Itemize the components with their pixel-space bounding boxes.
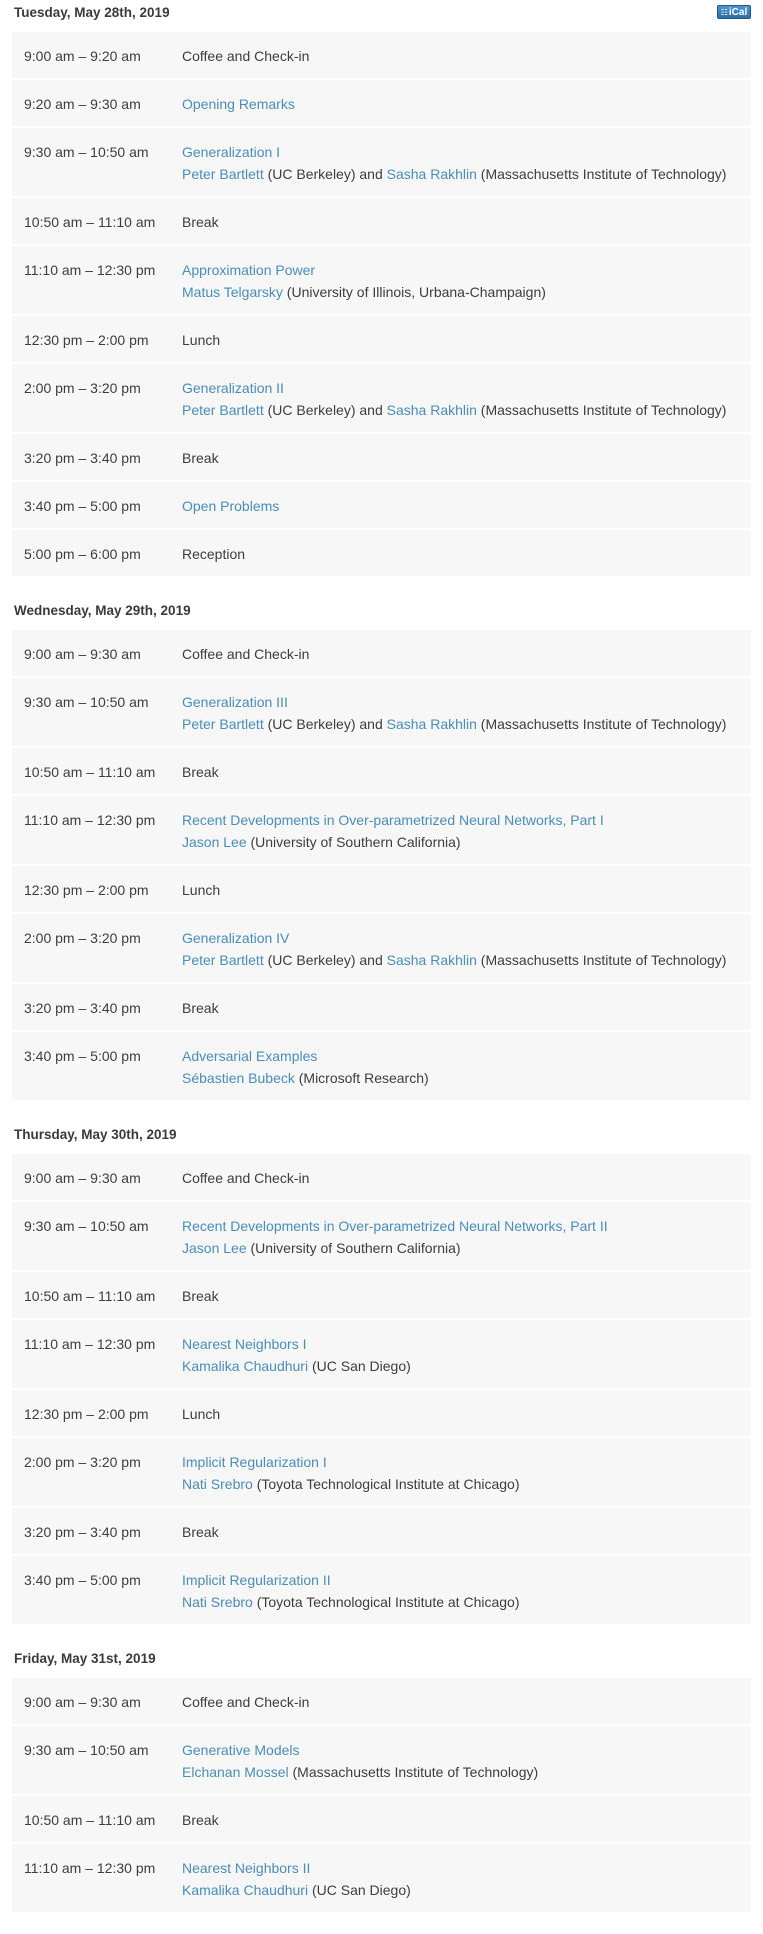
speakers-line	[182, 1355, 751, 1377]
speaker-separator: and	[355, 952, 387, 968]
session-title: Break	[182, 1288, 219, 1304]
session-row	[12, 316, 751, 364]
session-time: 3:40 pm – 5:00 pm	[24, 498, 141, 514]
session-title-line	[182, 495, 751, 517]
session-time: 11:10 am – 12:30 pm	[24, 812, 156, 828]
session-time: 11:10 am – 12:30 pm	[24, 1336, 156, 1352]
speakers-line	[182, 1879, 751, 1901]
speaker-affiliation: (University of Southern California)	[246, 834, 461, 850]
session-content	[182, 691, 751, 735]
session-time: 9:00 am – 9:30 am	[24, 646, 141, 662]
session-title: Break	[182, 1000, 219, 1016]
session-title-line	[182, 879, 751, 901]
day-spacer	[0, 1100, 763, 1122]
session-title-link[interactable]: Generalization IV	[182, 930, 290, 946]
session-row	[12, 1844, 751, 1912]
speaker-affiliation: (Toyota Technological Institute at Chicago)	[252, 1594, 520, 1610]
speaker-affiliation: (UC Berkeley)	[263, 952, 356, 968]
speakers-line	[182, 713, 751, 735]
session-title-line	[182, 1045, 751, 1067]
speaker-name-link[interactable]: Sasha Rakhlin	[386, 166, 477, 182]
session-content	[182, 377, 751, 421]
session-title-line	[182, 543, 751, 565]
session-row	[12, 1508, 751, 1556]
day-schedule	[12, 1678, 751, 1912]
day-spacer	[0, 1624, 763, 1646]
session-title-link[interactable]: Approximation Power	[182, 262, 316, 278]
speaker-affiliation: (UC Berkeley)	[263, 716, 356, 732]
session-row	[12, 434, 751, 482]
speaker-affiliation: (Massachusetts Institute of Technology)	[476, 402, 727, 418]
speakers-line	[182, 281, 751, 303]
speaker-affiliation: (Massachusetts Institute of Technology)	[476, 716, 727, 732]
session-row	[12, 530, 751, 576]
day-schedule	[12, 32, 751, 576]
session-content	[182, 1451, 751, 1495]
session-row	[12, 80, 751, 128]
session-title-line	[182, 1403, 751, 1425]
session-time: 2:00 pm – 3:20 pm	[24, 930, 141, 946]
speaker-name-link[interactable]: Nati Srebro	[182, 1476, 253, 1492]
speakers-line	[182, 1591, 751, 1613]
session-content	[182, 1167, 751, 1189]
session-time: 9:30 am – 10:50 am	[24, 144, 149, 160]
session-title: Lunch	[182, 1406, 221, 1422]
speaker-affiliation: (Massachusetts Institute of Technology)	[476, 952, 727, 968]
session-title: Break	[182, 1812, 219, 1828]
session-content	[182, 495, 751, 517]
day-schedule	[12, 630, 751, 1100]
speakers-line	[182, 949, 751, 971]
speaker-name-link[interactable]: Peter Bartlett	[182, 166, 264, 182]
speaker-affiliation: (UC San Diego)	[308, 1358, 411, 1374]
session-title-line	[182, 1521, 751, 1543]
speaker-name-link[interactable]: Peter Bartlett	[182, 952, 264, 968]
session-row	[12, 1556, 751, 1624]
session-content	[182, 809, 751, 853]
session-row	[12, 796, 751, 866]
day-date: Friday, May 31st, 2019	[14, 1651, 156, 1666]
session-title-link[interactable]: Recent Developments in Over-parametrized Neural Networks, Part II	[182, 1218, 608, 1234]
session-time: 9:30 am – 10:50 am	[24, 1742, 149, 1758]
session-title-line	[182, 1285, 751, 1307]
session-row	[12, 1678, 751, 1726]
session-content	[182, 141, 751, 185]
session-row	[12, 1320, 751, 1390]
session-row	[12, 1796, 751, 1844]
session-title-link[interactable]: Nearest Neighbors II	[182, 1860, 311, 1876]
session-title-link[interactable]: Implicit Regularization I	[182, 1454, 327, 1470]
session-time: 10:50 am – 11:10 am	[24, 764, 156, 780]
ical-label: iCal	[728, 7, 748, 18]
speaker-affiliation: (Massachusetts Institute of Technology)	[476, 166, 727, 182]
session-title: Coffee and Check-in	[182, 48, 310, 64]
session-title: Break	[182, 764, 219, 780]
session-title-line	[182, 447, 751, 469]
session-content	[182, 1857, 751, 1901]
speaker-name-link[interactable]: Peter Bartlett	[182, 716, 264, 732]
session-title: Coffee and Check-in	[182, 1170, 310, 1186]
session-title-link[interactable]: Recent Developments in Over-parametrized Neural Networks, Part I	[182, 812, 604, 828]
speaker-name-link[interactable]: Sasha Rakhlin	[386, 402, 477, 418]
session-title-line	[182, 45, 751, 67]
session-row	[12, 1438, 751, 1508]
speaker-separator: and	[355, 402, 387, 418]
speaker-name-link[interactable]: Sébastien Bubeck	[182, 1070, 295, 1086]
day-date: Wednesday, May 29th, 2019	[14, 603, 191, 618]
session-row	[12, 246, 751, 316]
session-row	[12, 482, 751, 530]
session-time: 3:20 pm – 3:40 pm	[24, 1524, 141, 1540]
session-time: 10:50 am – 11:10 am	[24, 1288, 156, 1304]
session-time: 9:00 am – 9:20 am	[24, 48, 141, 64]
session-content	[182, 211, 751, 233]
session-row	[12, 748, 751, 796]
session-content	[182, 543, 751, 565]
session-time: 3:20 pm – 3:40 pm	[24, 450, 141, 466]
session-title-line	[182, 1739, 751, 1761]
day-spacer	[0, 1912, 763, 1934]
speakers-line	[182, 1237, 751, 1259]
speakers-line	[182, 1067, 751, 1089]
speaker-affiliation: (UC San Diego)	[308, 1882, 411, 1898]
session-title-line	[182, 93, 751, 115]
speaker-name-link[interactable]: Kamalika Chaudhuri	[182, 1882, 309, 1898]
session-time: 3:40 pm – 5:00 pm	[24, 1572, 141, 1588]
speaker-affiliation: (University of Illinois, Urbana-Champaign)	[282, 284, 546, 300]
session-title: Lunch	[182, 882, 221, 898]
session-time: 3:20 pm – 3:40 pm	[24, 1000, 141, 1016]
speakers-line	[182, 1473, 751, 1495]
day-header	[0, 1122, 763, 1154]
session-content	[182, 643, 751, 665]
session-title-line	[182, 927, 751, 949]
session-row	[12, 128, 751, 198]
session-title-line	[182, 1215, 751, 1237]
speaker-affiliation: (Microsoft Research)	[294, 1070, 429, 1086]
session-content	[182, 447, 751, 469]
session-time: 2:00 pm – 3:20 pm	[24, 1454, 141, 1470]
session-title-line	[182, 211, 751, 233]
session-title: Break	[182, 214, 219, 230]
day-header	[0, 598, 763, 630]
session-time: 12:30 pm – 2:00 pm	[24, 882, 149, 898]
session-time: 9:30 am – 10:50 am	[24, 694, 149, 710]
session-time: 9:20 am – 9:30 am	[24, 96, 141, 112]
session-content	[182, 1521, 751, 1543]
session-title-link[interactable]: Generalization III	[182, 694, 288, 710]
session-title-link[interactable]: Generalization I	[182, 144, 281, 160]
session-row	[12, 32, 751, 80]
speaker-affiliation: (Massachusetts Institute of Technology)	[288, 1764, 539, 1780]
session-content	[182, 1285, 751, 1307]
speaker-name-link[interactable]: Kamalika Chaudhuri	[182, 1358, 309, 1374]
session-row	[12, 1154, 751, 1202]
session-title-line	[182, 761, 751, 783]
session-title-line	[182, 1167, 751, 1189]
session-time: 9:00 am – 9:30 am	[24, 1694, 141, 1710]
session-title-link[interactable]: Implicit Regularization II	[182, 1572, 331, 1588]
speaker-affiliation: (UC Berkeley)	[263, 166, 356, 182]
session-title: Break	[182, 450, 219, 466]
session-row	[12, 678, 751, 748]
speaker-name-link[interactable]: Elchanan Mossel	[182, 1764, 289, 1780]
session-content	[182, 1809, 751, 1831]
session-row	[12, 198, 751, 246]
session-title-line	[182, 1451, 751, 1473]
session-content	[182, 1739, 751, 1783]
session-row	[12, 1390, 751, 1438]
session-title: Reception	[182, 546, 246, 562]
session-time: 12:30 pm – 2:00 pm	[24, 332, 149, 348]
session-time: 9:30 am – 10:50 am	[24, 1218, 149, 1234]
session-content	[182, 1403, 751, 1425]
session-time: 11:10 am – 12:30 pm	[24, 262, 156, 278]
session-row	[12, 1726, 751, 1796]
session-row	[12, 1202, 751, 1272]
session-title-line	[182, 1333, 751, 1355]
session-row	[12, 1032, 751, 1100]
session-content	[182, 761, 751, 783]
session-content	[182, 1215, 751, 1259]
session-title-line	[182, 377, 751, 399]
session-title-line	[182, 1809, 751, 1831]
session-title: Break	[182, 1524, 219, 1540]
session-title: Coffee and Check-in	[182, 646, 310, 662]
session-title-line	[182, 329, 751, 351]
session-title-line	[182, 1569, 751, 1591]
session-content	[182, 259, 751, 303]
day-schedule	[12, 1154, 751, 1624]
speaker-name-link[interactable]: Peter Bartlett	[182, 402, 264, 418]
session-content	[182, 93, 751, 115]
speaker-affiliation: (Toyota Technological Institute at Chicago)	[252, 1476, 520, 1492]
session-title-line	[182, 809, 751, 831]
session-title-link[interactable]: Generative Models	[182, 1742, 300, 1758]
session-title-line	[182, 691, 751, 713]
session-title-line	[182, 997, 751, 1019]
session-content	[182, 879, 751, 901]
session-content	[182, 927, 751, 971]
session-title-link[interactable]: Adversarial Examples	[182, 1048, 318, 1064]
session-time: 12:30 pm – 2:00 pm	[24, 1406, 149, 1422]
session-row	[12, 914, 751, 984]
session-content	[182, 45, 751, 67]
day-date: Tuesday, May 28th, 2019	[14, 5, 170, 20]
session-content	[182, 1691, 751, 1713]
session-time: 11:10 am – 12:30 pm	[24, 1860, 156, 1876]
session-time: 3:40 pm – 5:00 pm	[24, 1048, 141, 1064]
session-row	[12, 364, 751, 434]
speaker-name-link[interactable]: Sasha Rakhlin	[386, 716, 477, 732]
session-content	[182, 329, 751, 351]
speakers-line	[182, 831, 751, 853]
session-title-link[interactable]: Nearest Neighbors I	[182, 1336, 307, 1352]
session-title: Lunch	[182, 332, 221, 348]
speaker-affiliation: (University of Southern California)	[246, 1240, 461, 1256]
session-row	[12, 1272, 751, 1320]
speaker-name-link[interactable]: Jason Lee	[182, 834, 247, 850]
speaker-separator: and	[355, 166, 387, 182]
session-row	[12, 984, 751, 1032]
day-date: Thursday, May 30th, 2019	[14, 1127, 177, 1142]
speakers-line	[182, 1761, 751, 1783]
speakers-line	[182, 399, 751, 421]
speaker-affiliation: (UC Berkeley)	[263, 402, 356, 418]
speaker-name-link[interactable]: Nati Srebro	[182, 1594, 253, 1610]
session-title-link[interactable]: Generalization II	[182, 380, 284, 396]
speakers-line	[182, 163, 751, 185]
speaker-name-link[interactable]: Jason Lee	[182, 1240, 247, 1256]
session-title-line	[182, 1857, 751, 1879]
session-title-line	[182, 643, 751, 665]
session-time: 10:50 am – 11:10 am	[24, 214, 156, 230]
day-header	[0, 1646, 763, 1678]
session-title-line	[182, 1691, 751, 1713]
session-content	[182, 997, 751, 1019]
session-title: Coffee and Check-in	[182, 1694, 310, 1710]
session-time: 10:50 am – 11:10 am	[24, 1812, 156, 1828]
speaker-name-link[interactable]: Sasha Rakhlin	[386, 952, 477, 968]
day-header	[0, 0, 763, 32]
session-title-link[interactable]: Open Problems	[182, 498, 280, 514]
session-time: 9:00 am – 9:30 am	[24, 1170, 141, 1186]
session-content	[182, 1333, 751, 1377]
session-row	[12, 630, 751, 678]
session-content	[182, 1569, 751, 1613]
speaker-separator: and	[355, 716, 387, 732]
feed-icon: ☷	[720, 8, 728, 17]
speaker-name-link[interactable]: Matus Telgarsky	[182, 284, 283, 300]
session-row	[12, 866, 751, 914]
ical-button[interactable]	[717, 5, 751, 19]
session-time: 5:00 pm – 6:00 pm	[24, 546, 141, 562]
session-time: 2:00 pm – 3:20 pm	[24, 380, 141, 396]
session-content	[182, 1045, 751, 1089]
day-spacer	[0, 576, 763, 598]
session-title-line	[182, 259, 751, 281]
session-title-link[interactable]: Opening Remarks	[182, 96, 295, 112]
session-title-line	[182, 141, 751, 163]
